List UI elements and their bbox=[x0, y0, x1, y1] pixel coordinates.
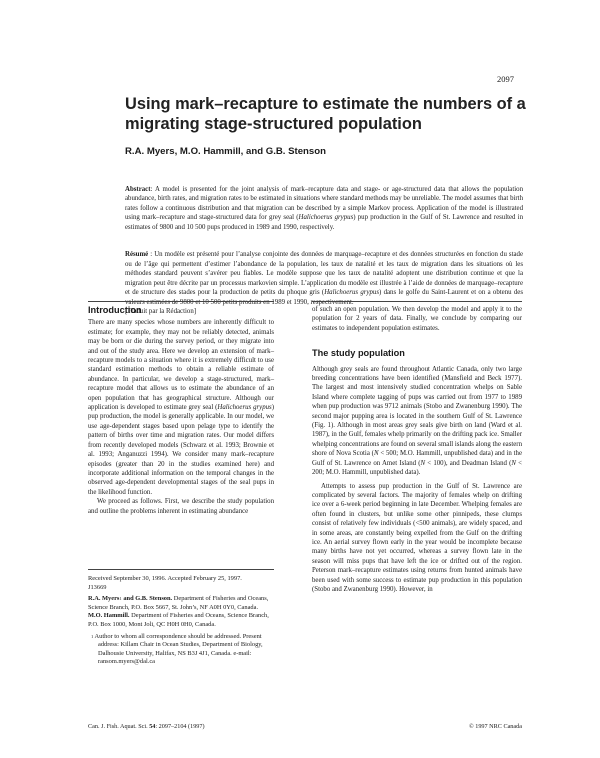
abstract bbox=[125, 185, 523, 232]
abstract-text-end: ) pup production in the Gulf of St. Lawrence and resulted in estimates of 9800 and 10 500 pups produced in 1989 and 1990, respectively. bbox=[125, 214, 523, 231]
page-number: 2097 bbox=[497, 74, 514, 84]
copyright: © 1997 NRC Canada bbox=[469, 723, 522, 730]
affiliation-1-sup: 1 bbox=[119, 596, 122, 602]
abstract-rule-right bbox=[312, 301, 522, 302]
sp-p1-text-b: < 500; M.O. Hammill, unpublished data) and in the Gulf of St. Lawrence on Amet Island ( bbox=[312, 450, 522, 467]
sp-p1-text-c: < 100), and Deadman Island ( bbox=[425, 459, 512, 467]
resume-species: Halichoerus grypus bbox=[324, 289, 379, 296]
introduction-continued: of such an open population. We then develop the model and apply it to the population for 2 years of data. Finally, we conclude by comparing our estimates to independent population estimates. bbox=[312, 306, 522, 332]
paper-title: Using mark–recapture to estimate the numbers of a migrating stage-structured population bbox=[125, 95, 526, 133]
introduction-paragraph-1 bbox=[88, 318, 274, 497]
intro-p1-species: Halichoerus grypus bbox=[217, 404, 272, 412]
manuscript-id: J13669 bbox=[88, 583, 107, 591]
abstract-label: Abstract bbox=[125, 186, 151, 193]
author-list: R.A. Myers, M.O. Hammill, and G.B. Stenson bbox=[125, 146, 326, 157]
affiliation-2-name: M.O. Hammill. bbox=[88, 612, 130, 620]
note-text: Author to whom all correspondence should be addressed. Present address: Killam Chair in Ocean Studies, Department of Biology, Dalhousie University, Halifax, NS B3J 4J1, Canada. e-mail: ransom.myers@dal.ca bbox=[94, 632, 263, 666]
introduction-paragraph-2: We proceed as follows. First, we describe the study population and outline the problems inherent in estimating abundance bbox=[88, 498, 274, 515]
journal-volume: 54 bbox=[149, 723, 156, 730]
affiliation-2 bbox=[88, 612, 274, 629]
study-population-paragraph-2: Attempts to assess pup production in the Gulf of St. Lawrence are complicated by several factors. The majority of females whelp on drifting ice over a 6-week period beginning in late December. Whelping females are often found in clusters, but unlike some other pinnipeds, these clumps consist of relatively few individuals (<500 animals), are widely spaced, and in some areas, are constantly being expelled from the Gulf on the drifting ice. An aerial survey flown early in the year would be incomplete because many births have not yet occurred, whereas a survey flown late in the season will miss pups that have left the ice or drifted out of the region. Peterson mark–recapture estimates using returns from hunted animals have been used with some success to estimate pup production in this population (Stobo and Zwanenburg 1990). However, in bbox=[312, 482, 522, 593]
correspondence-note bbox=[88, 633, 274, 667]
footnote-rule bbox=[88, 569, 274, 570]
sp-p1-n3: N bbox=[511, 459, 516, 467]
note-number: 1 bbox=[91, 633, 94, 639]
sp-p1-n2: N bbox=[420, 459, 426, 467]
affiliation-2-text: Department of Fisheries and Oceans, Science Branch, P.O. Box 1000, Mont Joli, QC H0H 0H0, Canada. bbox=[88, 612, 269, 628]
study-population-heading: The study population bbox=[312, 348, 405, 359]
abstract-text: : A model is presented for the joint analysis of mark–recapture data and stage- or age-structured data that allows the population abundance, birth rates, and migration rates to be estimated in situations where standard methods may be unreliable. The model assumes that birth rates follow a continuous distribution and that migration can be described by a simple Markov process. Application of the model is illustrated using mark–recapture and stage-structured data for grey seal ( bbox=[125, 186, 523, 222]
resume-label: Résumé bbox=[125, 251, 149, 258]
introduction-heading: Introduction bbox=[88, 305, 142, 315]
intro-p1-text-end: ) pup production, the model is generally applicable. In our model, we use age-dependent stages based upon pelage type to identify the pattern of births over time and migration rates. Our model differs from recently developed models (Schwarz et al. 1993; Brownie et al. 1993; Anganuzzi 1994). We consider many mark–recapture episodes (greater than 20 in the studies examined here) and incorporate additional information on the temporal changes in the observed age-dependent developmental stages of the seal pups in the likelihood function. bbox=[88, 404, 274, 496]
affiliation-1-text: Department of Fisheries and Oceans, Science Branch, P.O. Box 5667, St. John’s, NF A0H 0Y0, Canada. bbox=[88, 595, 269, 611]
left-column bbox=[88, 306, 274, 516]
affiliation-1 bbox=[88, 595, 274, 612]
affiliation-1-names: R.A. Myers bbox=[88, 595, 120, 603]
journal-name: Can. J. Fish. Aquat. Sci. bbox=[88, 723, 148, 730]
sp-p1-text: Although grey seals are found throughout Atlantic Canada, only two large breeding concentrations have been identified (Mansfield and Beck 1977). The largest and most intensively studied concentration whelps on Sable Island where complete tagging of pups was carried out from 1977 to 1989 when pup production was 9712 animals (Stobo and Zwanenburg 1990). The second major pupping area is located in the southern Gulf of St. Lawrence (Fig. 1). Although in most areas grey seals give birth on land (Ward et al. 1987), in the Gulf, females whelp primarily on the drifting pack ice. Smaller whelping concentrations are found on several small islands along the eastern shore of Nova Scotia ( bbox=[312, 365, 522, 458]
intro-p1-text: There are many species whose numbers are inherently difficult to estimate; for example, they may not be reliably detected, animals may be born or die during the survey period, or they migrate into and out of the study area. Here we develop an extension of mark–recapture models to a situation where it is extremely difficult to use standard estimation methods to obtain a reliable estimate of abundance. In particular, we develop a stage-structured, mark–recapture model that allows us to estimate the abundance of an open population that has geographical structure. Although our application is developed to estimate grey seal ( bbox=[88, 319, 274, 412]
received-dates: Received September 30, 1996. Accepted February 25, 1997. bbox=[88, 575, 242, 582]
affiliation-1-names-2: and G.B. Stenson. bbox=[121, 595, 173, 603]
translation-note: [Traduit par la Rédaction] bbox=[125, 308, 197, 315]
sp-p1-n1: N bbox=[373, 450, 379, 458]
resume-text-end: ) dans le golfe du Saint-Laurent et on a obtenu des valeurs estimées de 9800 et 10 500 petits produits en 1989 et 1990, respectivement. bbox=[125, 289, 523, 306]
abstract-species: Halichoerus grypus bbox=[298, 214, 354, 222]
journal-citation bbox=[88, 723, 205, 730]
study-population-paragraph-1 bbox=[312, 365, 522, 478]
journal-pages: : 2097–2104 (1997) bbox=[155, 723, 205, 730]
sp-p1-text-d: < 200; M.O. Hammill, unpublished data). bbox=[312, 459, 522, 477]
resume-text: : Un modèle est présenté pour l’analyse conjointe des données de marquage–recapture et des données structurées en fonction du stade ou de l’âge qui permettent d’estimer l’abondance de la population, les taux de natalité et les taux de migration dans les situations où les méthodes standard peuvent s’avérer peu fiables. Le modèle suppose que les taux de natalité adoptent une distribution continue et que la migration peut être décrite par un processus markovien simple. L’application du modèle est illustrée à l’aide de données de marquage–recapture et de structure des stades pour la production de petits du phoque gris ( bbox=[125, 251, 523, 296]
footnote-block bbox=[88, 575, 274, 667]
right-column bbox=[312, 305, 522, 594]
